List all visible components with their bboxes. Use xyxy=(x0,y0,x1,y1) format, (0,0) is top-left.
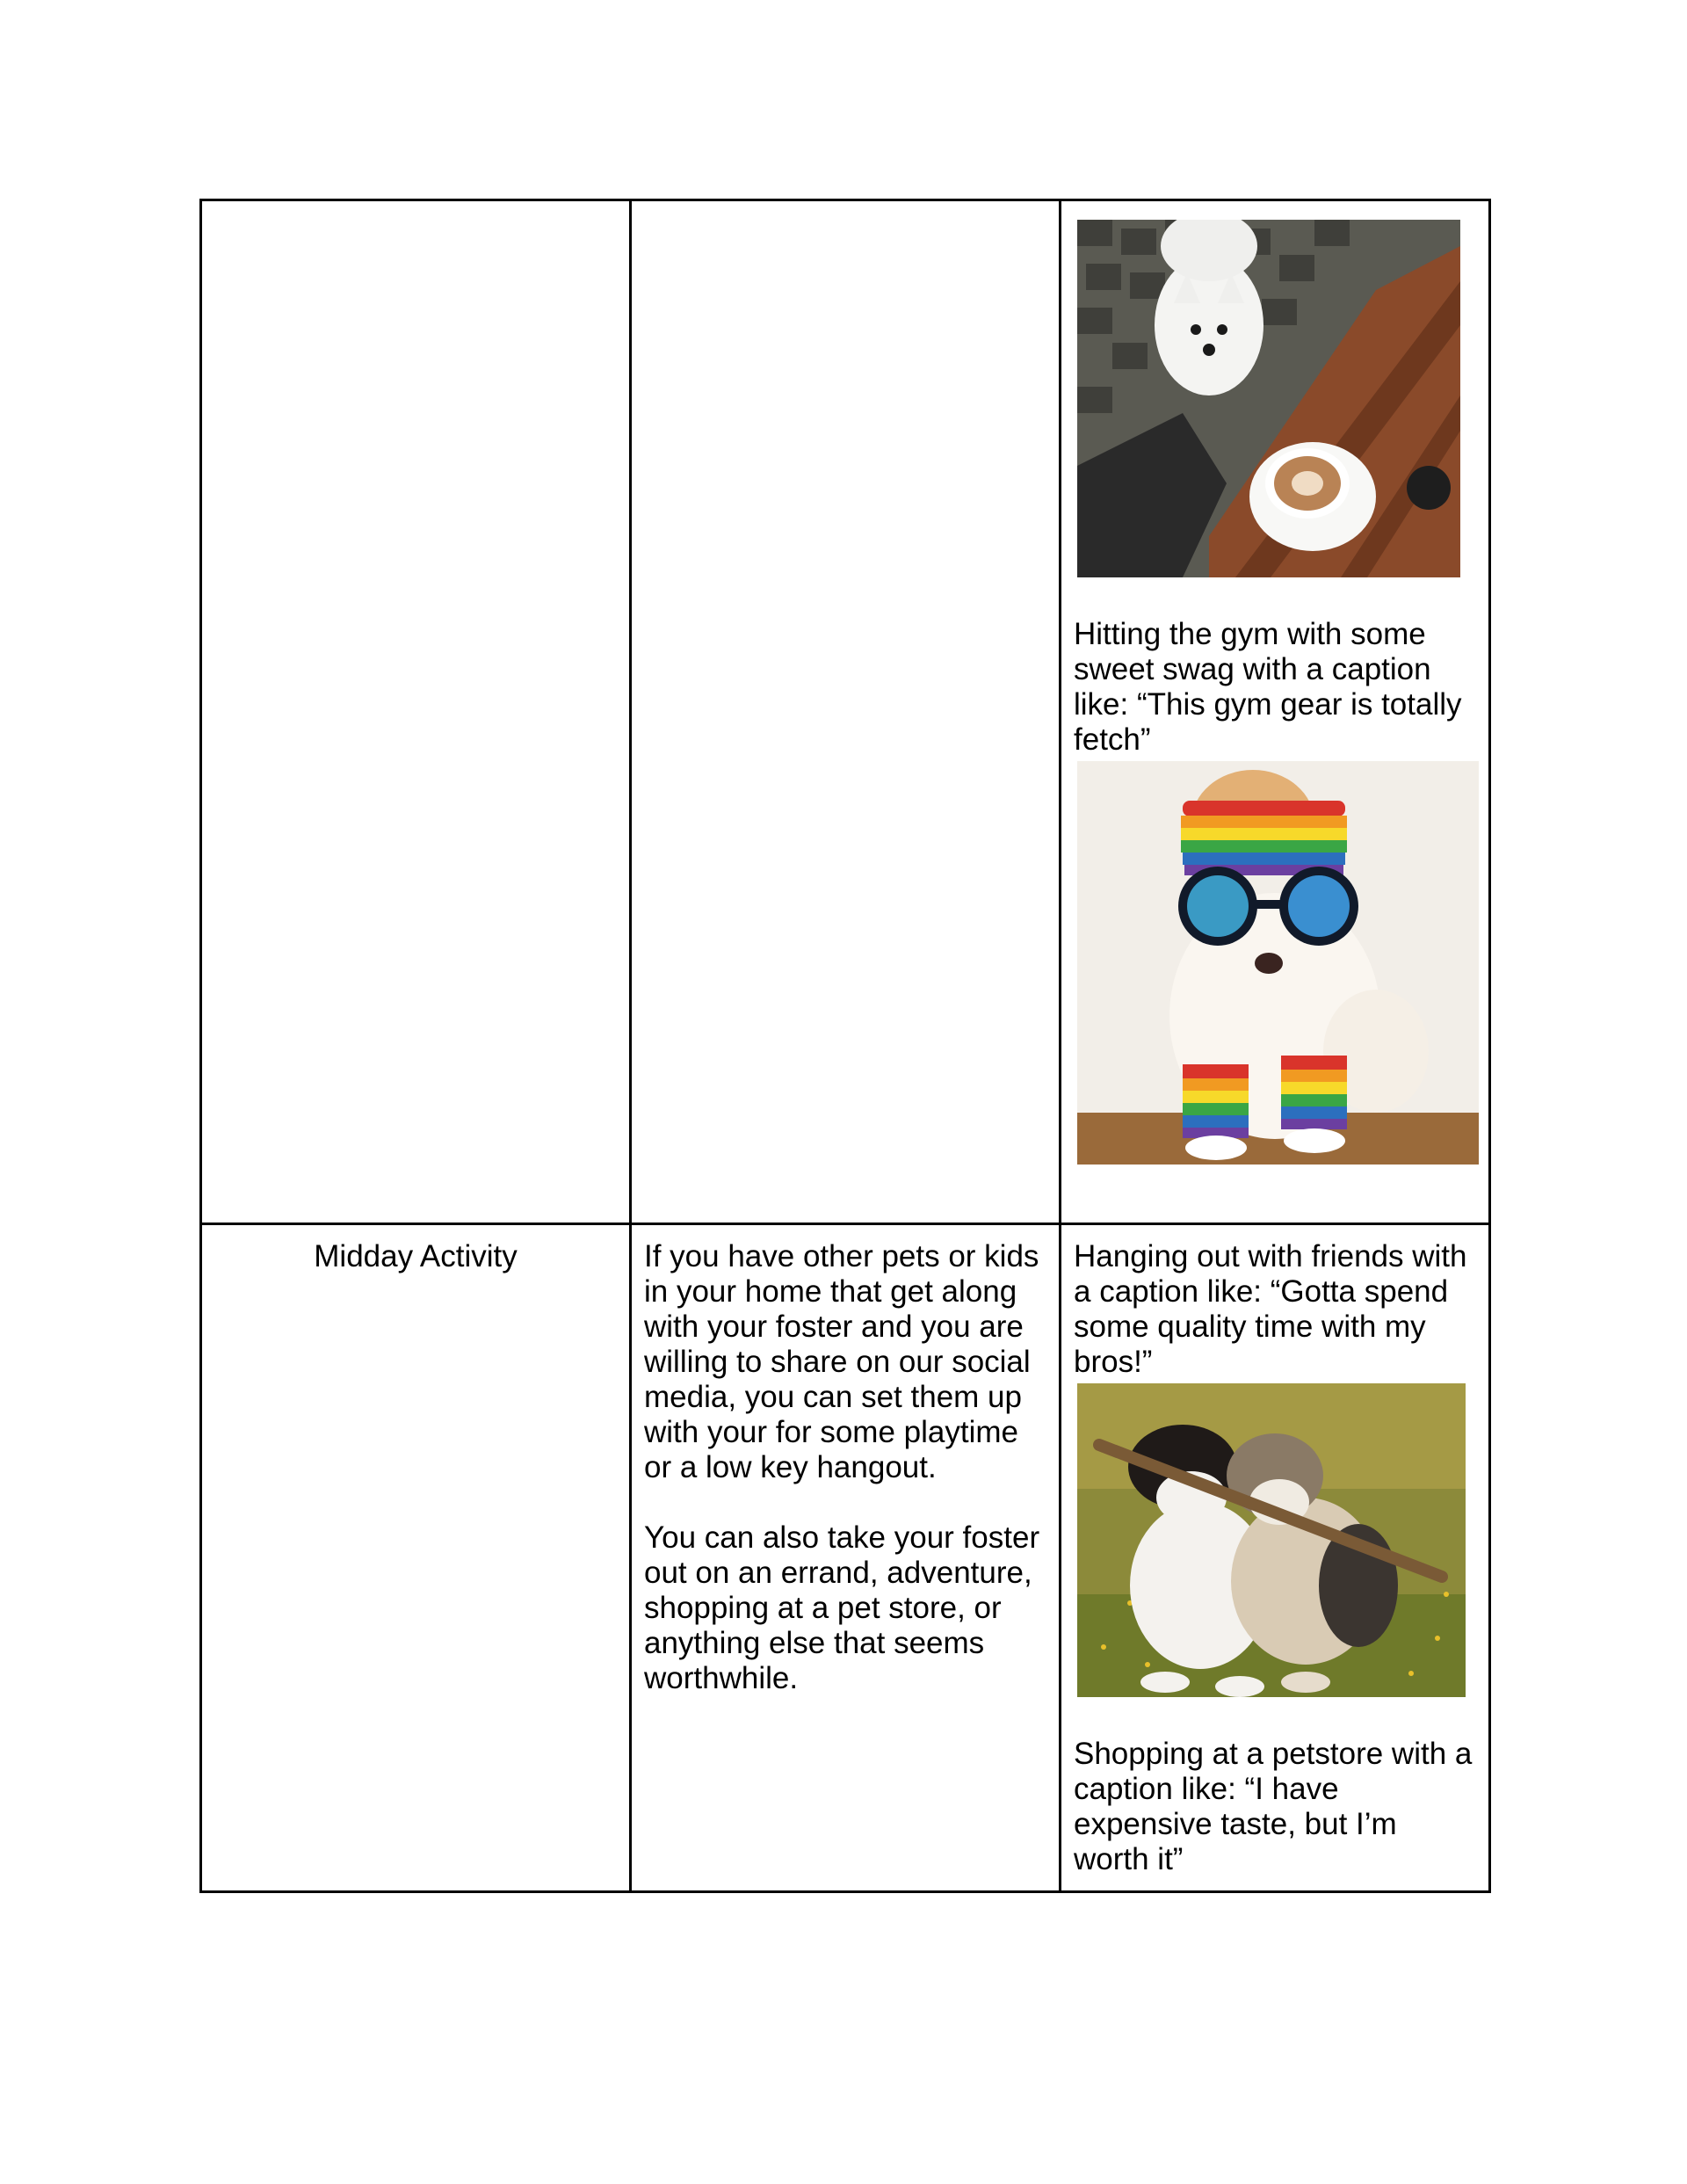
photo-dogs-with-stick xyxy=(1077,1383,1466,1697)
table-cell-label xyxy=(201,1224,631,1892)
photo-dog-with-coffee xyxy=(1077,220,1460,577)
friends-caption: Hanging out with friends with a caption like: “Gotta spend some quality time with my bros!” xyxy=(1074,1239,1467,1379)
table-cell-examples xyxy=(1061,200,1490,1224)
table-cell-examples xyxy=(1061,1224,1490,1892)
petstore-caption: Shopping at a petstore with a caption like: “I have expensive taste, but I’m worth it” xyxy=(1074,1737,1473,1876)
table-row xyxy=(201,200,1490,1224)
table-row xyxy=(201,1224,1490,1892)
activity-label: Midday Activity xyxy=(314,1239,518,1273)
table-cell-empty xyxy=(201,200,631,1224)
gym-caption: Hitting the gym with some sweet swag with a caption like: “This gym gear is totally fetch” xyxy=(1074,617,1462,757)
activity-table xyxy=(199,199,1491,1893)
description-paragraph: You can also take your foster out on an errand, adventure, shopping at a pet store, or anything else that seems worthwhile. xyxy=(644,1520,1040,1695)
table-cell-description xyxy=(631,1224,1061,1892)
table-cell-empty xyxy=(631,200,1061,1224)
description-paragraph: If you have other pets or kids in your home that get along with your foster and you are willing to share on our social media, you can set them up with your for some playtime or a low key hangout. xyxy=(644,1239,1039,1484)
photo-dog-in-gym-gear xyxy=(1077,761,1479,1165)
